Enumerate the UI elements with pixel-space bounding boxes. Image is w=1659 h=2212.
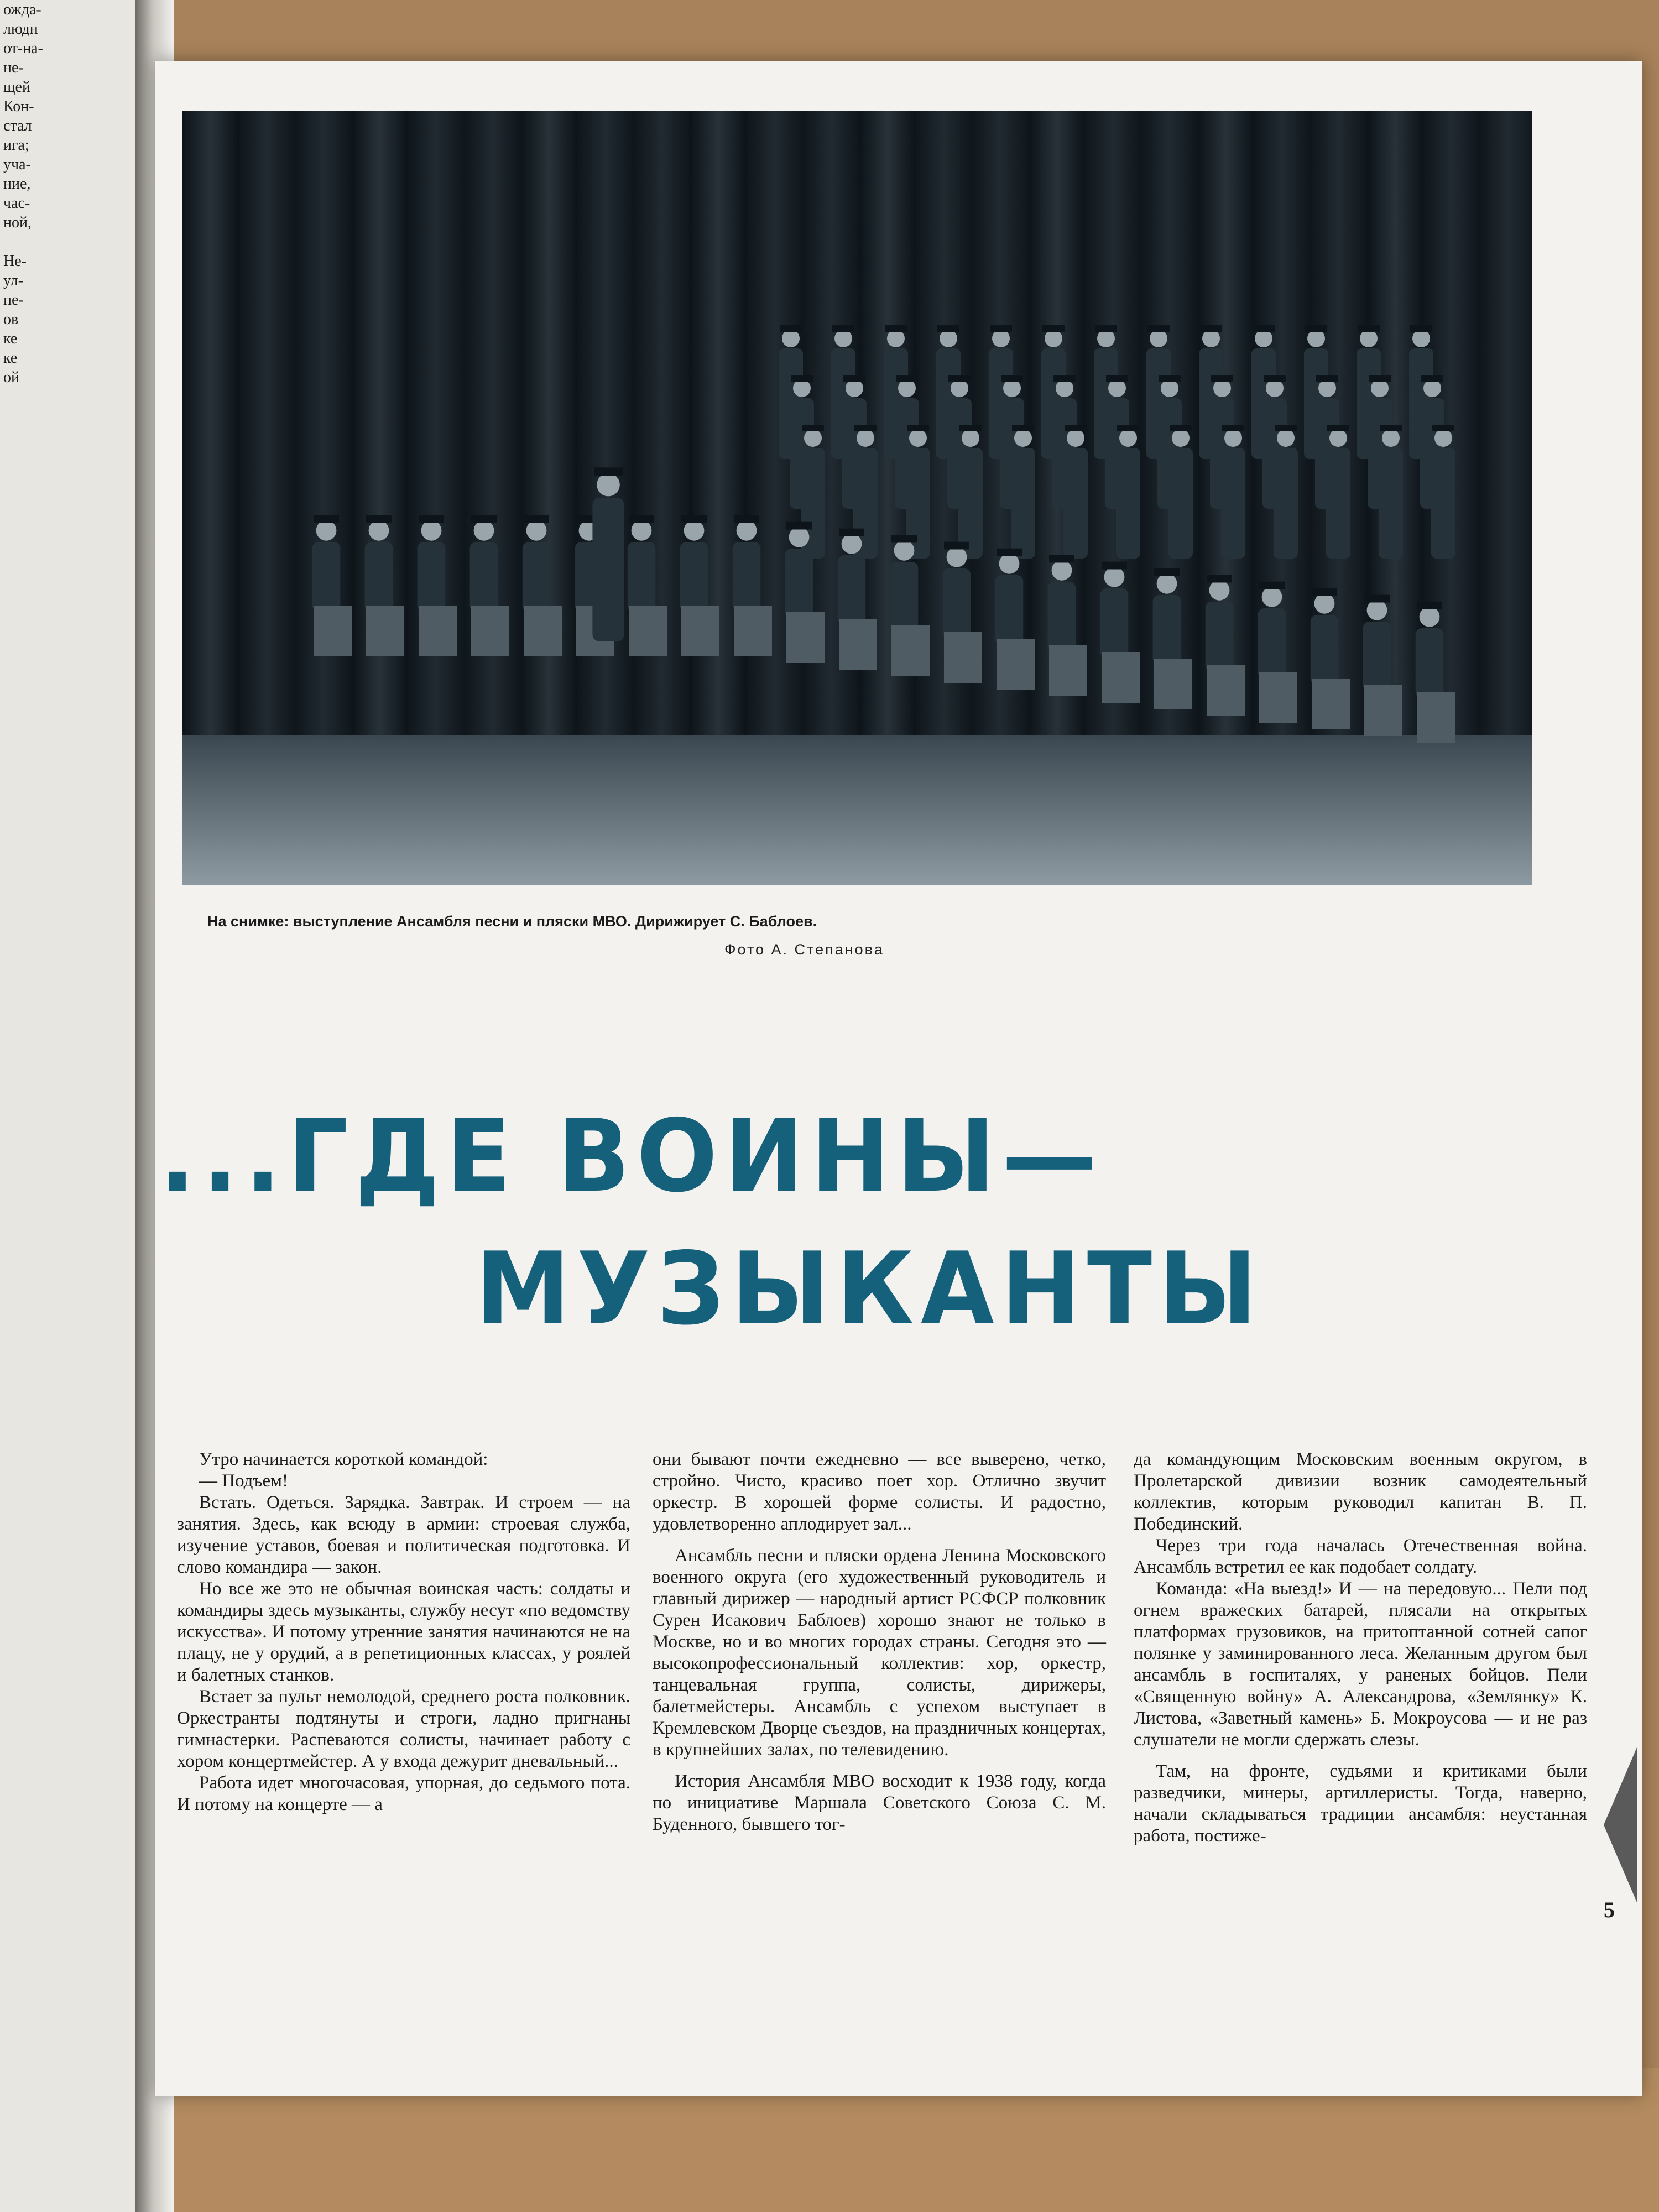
article-column-3 xyxy=(1134,1449,1587,1847)
article-column-1 xyxy=(177,1449,630,1815)
paragraph: да командующим Московским военным округом, в Пролетарской дивизии возник самодеятельный коллектив, которым руководил капитан В. П. Побединский. xyxy=(1134,1449,1587,1534)
previous-page-fragment: от-на- xyxy=(3,40,43,57)
headline-line-2: МУЗЫКАНТЫ xyxy=(476,1230,1264,1348)
previous-page-fragment: ой xyxy=(3,369,19,386)
paragraph: — Подъем! xyxy=(199,1471,289,1491)
previous-page xyxy=(0,0,138,2212)
previous-page-fragment: ига; xyxy=(3,137,29,154)
previous-page-fragment xyxy=(0,232,138,252)
paragraph: Утро начинается короткой командой: xyxy=(199,1449,488,1469)
photo-caption: На снимке: выступление Ансамбля песни и пляски МВО. Дирижирует С. Баблоев. xyxy=(207,913,817,930)
previous-page-text-fragments xyxy=(0,0,138,431)
paragraph: они бывают почти ежедневно — все выверено, четко, стройно. Чисто, красиво поет хор. Отлично звучит оркестр. В хорошей форме солисты. И радостно, удовлетворенно аплодирует зал... xyxy=(653,1449,1106,1534)
paragraph: Встать. Одеться. Зарядка. Завтрак. И строем — на занятия. Здесь, как всюду в армии: строевая служба, изучение уставов, боевая и политическая подготовка. И слово командира — закон. xyxy=(177,1493,630,1577)
article-column-2 xyxy=(653,1449,1106,1835)
previous-page-fragment: уча- xyxy=(3,156,31,173)
paragraph: Через три года началась Отечественная война. Ансамбль встретил ее как подобает солдату. xyxy=(1134,1536,1587,1577)
paragraph: Там, на фронте, судьями и критиками были разведчики, минеры, артиллеристы. Тогда, наверно, начали складываться традиции ансамбля: неустанная работа, постиже- xyxy=(1134,1761,1587,1846)
ensemble-photo xyxy=(182,111,1532,885)
paragraph: История Ансамбля МВО восходит к 1938 году, когда по инициативе Маршала Советского Союза С. М. Буденного, бывшего тог- xyxy=(653,1771,1106,1834)
paragraph: Ансамбль песни и пляски ордена Ленина Московского военного округа (его художественный руководитель и главный дирижер — народный артист РСФСР полковник Сурен Исакович Баблоев) хорошо знают не только в Москве, но и во многих городах страны. Сегодня это — высокопрофессиональный коллектив: хор, оркестр, танцевальная группа, солисты, дирижеры, балетмейстеры. Ансамбль с успехом выступает в Кремлевском Дворце съездов, на праздничных концертах, в крупнейших залах, по телевидению. xyxy=(653,1546,1106,1760)
photo-credit: Фото А. Степанова xyxy=(724,941,884,958)
page-number: 5 xyxy=(1604,1897,1615,1922)
previous-page-fragment: ул- xyxy=(3,272,24,289)
previous-page-fragment: Не- xyxy=(3,253,27,270)
paragraph: Встает за пульт немолодой, среднего роста полковник. Оркестранты подтянуты и строги, ладно пригнаны гимнастерки. Распеваются солисты, начинает работу с хором концертмейстер. А у входа дежурит дневальный... xyxy=(177,1687,630,1771)
magazine-page xyxy=(155,61,1642,2096)
ensemble-photo-image xyxy=(182,111,1532,885)
paragraph: Работа идет многочасовая, упорная, до седьмого пота. И потому на концерте — а xyxy=(177,1773,630,1814)
previous-page-fragment: людн xyxy=(3,20,38,38)
previous-page-fragment: стал xyxy=(3,117,32,134)
previous-page-fragment: пе- xyxy=(3,291,24,309)
previous-page-fragment: Кон- xyxy=(3,98,34,115)
previous-page-fragment: щей xyxy=(3,79,30,96)
headline-line-1: ...ГДЕ ВОИНЫ— xyxy=(159,1097,1104,1215)
previous-page-fragment: ной, xyxy=(3,214,32,231)
paragraph: Команда: «На выезд!» И — на передовую... Пели под огнем вражеских батарей, плясали на открытых платформах грузовиков, на притоптанной сотней сапог полянке у заминированного леса. Желанным другом был ансамбль в госпиталях, у раненых бойцов. Пели «Священную войну» А. Александрова, «Землянку» К. Листова, «Заветный камень» Б. Мокроусова — и не раз слушатели не могли сдержать слезы. xyxy=(1134,1579,1587,1750)
previous-page-fragment: ние, xyxy=(3,175,31,192)
continue-arrow-icon xyxy=(1604,1747,1637,1902)
previous-page-fragment: не- xyxy=(3,59,24,76)
previous-page-fragment: час- xyxy=(3,195,30,212)
previous-page-fragment: ожда- xyxy=(3,1,41,18)
previous-page-fragment: ов xyxy=(3,311,19,328)
previous-page-fragment: ке xyxy=(3,330,18,347)
previous-page-fragment: ке xyxy=(3,349,18,367)
paragraph: Но все же это не обычная воинская часть: солдаты и командиры здесь музыканты, службу несут «по ведомству искусства». И потому утренние занятия начинаются не на плацу, не у орудий, а в репетиционных классах, у роялей и балетных станков. xyxy=(177,1579,630,1685)
